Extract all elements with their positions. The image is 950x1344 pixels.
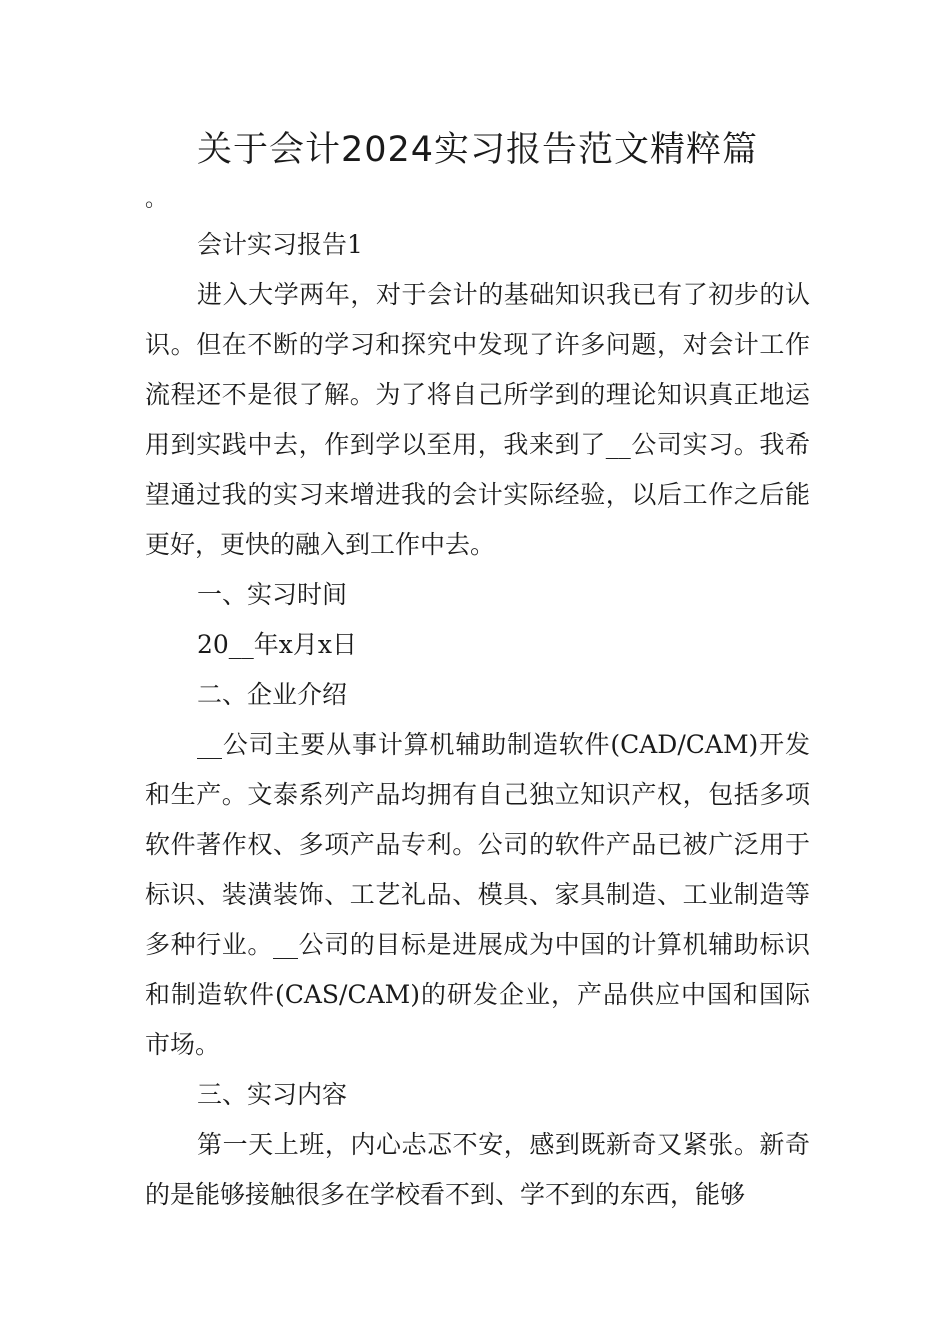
lead-punctuation: 。	[145, 187, 168, 212]
section-heading-report-1: 会计实习报告1	[197, 230, 363, 259]
section-heading-internship-content: 三、实习内容	[197, 1080, 348, 1109]
document-title: 关于会计2024实习报告范文精粹篇	[196, 130, 759, 170]
company-intro-paragraph: __公司主要从事计算机辅助制造软件(CAD/CAM)开发和生产。文泰系列产品均拥有自己独立知识产权，包括多项软件著作权、多项产品专利。公司的软件产品已被广泛用于标识、装潢装饰、工艺礼品、模具、家具制造、工业制造等多种行业。__公司的目标是进展成为中国的计算机辅助标识和制造软件(CAS/CAM)的研发企业，产品供应中国和国际市场。	[145, 730, 810, 1059]
section-heading-company-intro: 二、企业介绍	[197, 680, 348, 709]
internship-date: 20__年x月x日	[197, 630, 358, 659]
section-heading-internship-time: 一、实习时间	[197, 580, 348, 609]
internship-content-paragraph: 第一天上班，内心忐忑不安，感到既新奇又紧张。新奇的是能够接触很多在学校看不到、学不到的东西，能够	[145, 1130, 810, 1209]
document-page	[145, 120, 810, 1220]
intro-paragraph: 进入大学两年，对于会计的基础知识我已有了初步的认识。但在不断的学习和探究中发现了许多问题，对会计工作流程还不是很了解。为了将自己所学到的理论知识真正地运用到实践中去，作到学以至用，我来到了__公司实习。我希望通过我的实习来增进我的会计实际经验，以后工作之后能更好，更快的融入到工作中去。	[145, 280, 810, 559]
